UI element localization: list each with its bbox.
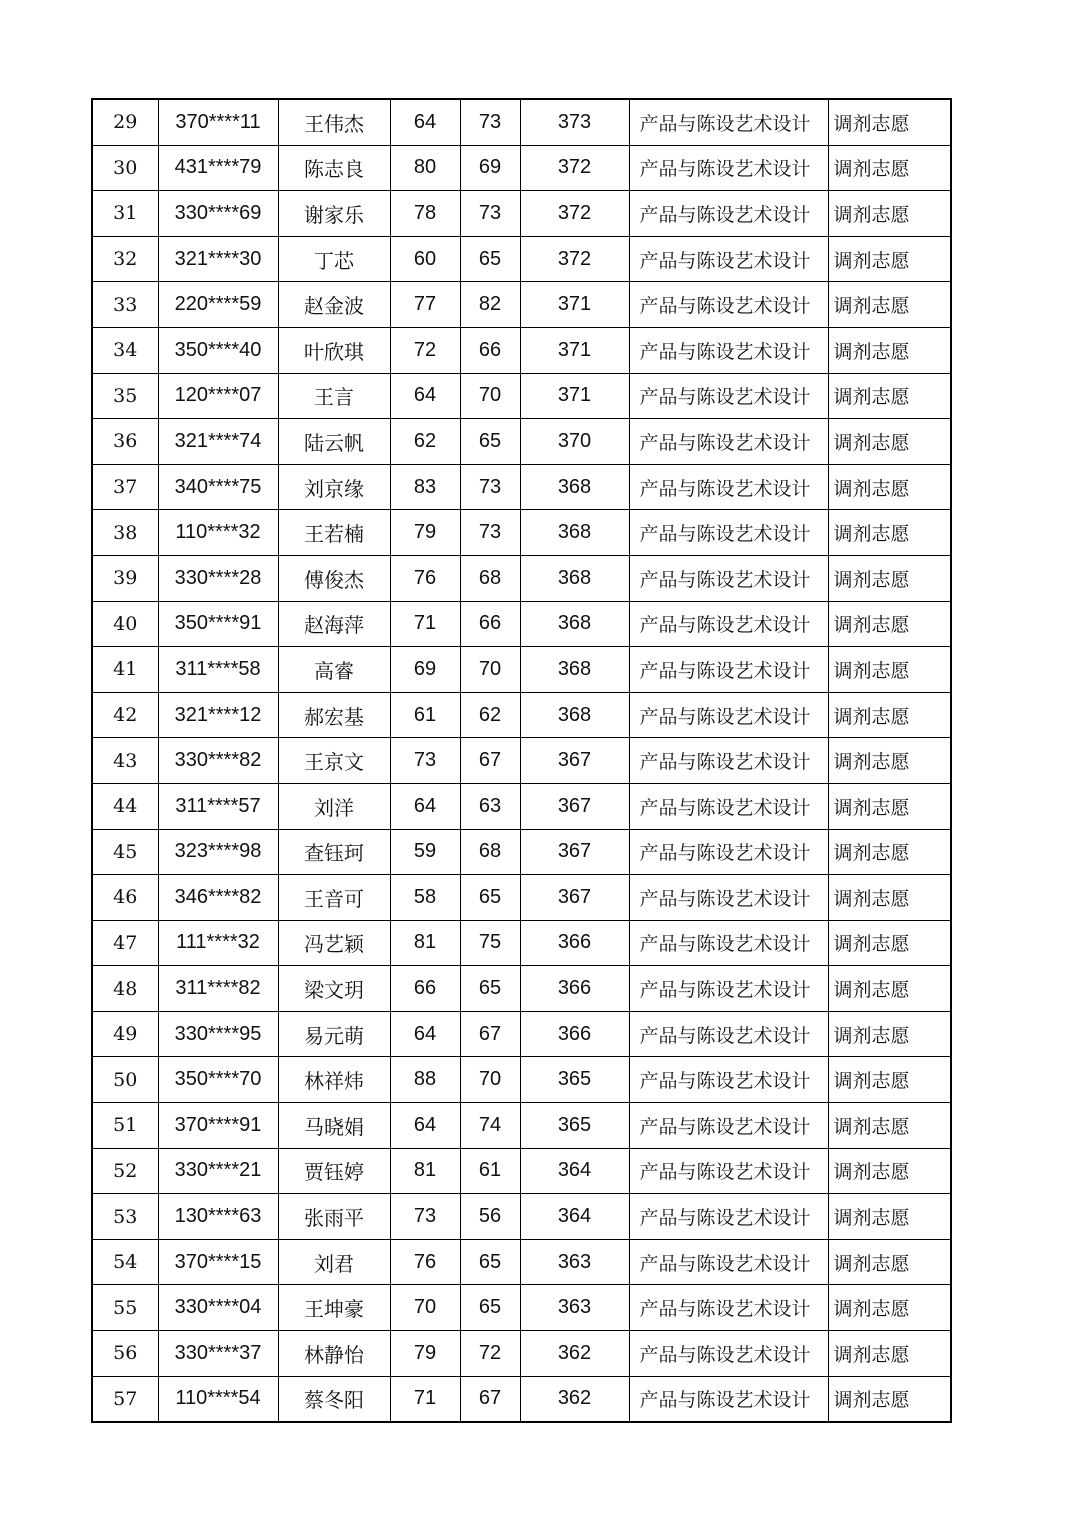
- score-2-cell: 65: [460, 419, 520, 465]
- candidate-id-cell: 330****69: [158, 191, 278, 237]
- table-row: [92, 1239, 951, 1285]
- score-1-cell: 78: [390, 191, 460, 237]
- major-cell: 产品与陈设艺术设计: [629, 1376, 828, 1422]
- score-1-cell: 81: [390, 920, 460, 966]
- volunteer-type-cell: 调剂志愿: [828, 327, 951, 373]
- candidate-id-cell: 323****98: [158, 829, 278, 875]
- volunteer-type-cell: 调剂志愿: [828, 692, 951, 738]
- candidate-id-cell: 311****82: [158, 966, 278, 1012]
- volunteer-type-cell: 调剂志愿: [828, 191, 951, 237]
- table-row: [92, 738, 951, 784]
- major-cell: 产品与陈设艺术设计: [629, 1194, 828, 1240]
- volunteer-type-cell: 调剂志愿: [828, 1011, 951, 1057]
- total-score-cell: 373: [520, 99, 629, 145]
- candidate-id-cell: 370****91: [158, 1103, 278, 1149]
- candidate-name-cell: 傅俊杰: [278, 555, 390, 601]
- candidate-id-cell: 340****75: [158, 464, 278, 510]
- score-table: [91, 98, 952, 1423]
- candidate-id-cell: 321****30: [158, 236, 278, 282]
- candidate-name-cell: 林祥炜: [278, 1057, 390, 1103]
- score-2-cell: 66: [460, 601, 520, 647]
- row-number-cell: 45: [92, 829, 158, 875]
- score-2-cell: 56: [460, 1194, 520, 1240]
- table-body: [92, 99, 951, 1422]
- candidate-name-cell: 刘洋: [278, 783, 390, 829]
- total-score-cell: 367: [520, 783, 629, 829]
- major-cell: 产品与陈设艺术设计: [629, 464, 828, 510]
- score-2-cell: 65: [460, 1285, 520, 1331]
- score-2-cell: 67: [460, 738, 520, 784]
- score-1-cell: 73: [390, 1194, 460, 1240]
- candidate-id-cell: 370****15: [158, 1239, 278, 1285]
- total-score-cell: 370: [520, 419, 629, 465]
- score-2-cell: 68: [460, 555, 520, 601]
- row-number-cell: 47: [92, 920, 158, 966]
- volunteer-type-cell: 调剂志愿: [828, 236, 951, 282]
- score-2-cell: 70: [460, 1057, 520, 1103]
- total-score-cell: 366: [520, 920, 629, 966]
- volunteer-type-cell: 调剂志愿: [828, 738, 951, 784]
- table-row: [92, 327, 951, 373]
- score-2-cell: 74: [460, 1103, 520, 1149]
- table-row: [92, 829, 951, 875]
- candidate-name-cell: 林静怡: [278, 1331, 390, 1377]
- major-cell: 产品与陈设艺术设计: [629, 1057, 828, 1103]
- candidate-name-cell: 王京文: [278, 738, 390, 784]
- candidate-id-cell: 350****70: [158, 1057, 278, 1103]
- candidate-name-cell: 王坤豪: [278, 1285, 390, 1331]
- table-row: [92, 191, 951, 237]
- volunteer-type-cell: 调剂志愿: [828, 419, 951, 465]
- table-row: [92, 464, 951, 510]
- score-1-cell: 61: [390, 692, 460, 738]
- volunteer-type-cell: 调剂志愿: [828, 601, 951, 647]
- score-1-cell: 64: [390, 783, 460, 829]
- table-row: [92, 1285, 951, 1331]
- score-1-cell: 62: [390, 419, 460, 465]
- table-row: [92, 1331, 951, 1377]
- major-cell: 产品与陈设艺术设计: [629, 419, 828, 465]
- score-1-cell: 77: [390, 282, 460, 328]
- candidate-name-cell: 张雨平: [278, 1194, 390, 1240]
- major-cell: 产品与陈设艺术设计: [629, 1103, 828, 1149]
- row-number-cell: 57: [92, 1376, 158, 1422]
- row-number-cell: 36: [92, 419, 158, 465]
- score-1-cell: 64: [390, 1011, 460, 1057]
- volunteer-type-cell: 调剂志愿: [828, 829, 951, 875]
- total-score-cell: 368: [520, 555, 629, 601]
- score-1-cell: 70: [390, 1285, 460, 1331]
- total-score-cell: 368: [520, 601, 629, 647]
- row-number-cell: 50: [92, 1057, 158, 1103]
- score-2-cell: 73: [460, 191, 520, 237]
- major-cell: 产品与陈设艺术设计: [629, 692, 828, 738]
- candidate-id-cell: 350****40: [158, 327, 278, 373]
- row-number-cell: 56: [92, 1331, 158, 1377]
- row-number-cell: 39: [92, 555, 158, 601]
- candidate-id-cell: 311****58: [158, 647, 278, 693]
- volunteer-type-cell: 调剂志愿: [828, 464, 951, 510]
- row-number-cell: 33: [92, 282, 158, 328]
- total-score-cell: 368: [520, 510, 629, 556]
- row-number-cell: 52: [92, 1148, 158, 1194]
- candidate-name-cell: 高睿: [278, 647, 390, 693]
- major-cell: 产品与陈设艺术设计: [629, 373, 828, 419]
- major-cell: 产品与陈设艺术设计: [629, 510, 828, 556]
- candidate-name-cell: 丁芯: [278, 236, 390, 282]
- candidate-name-cell: 梁文玥: [278, 966, 390, 1012]
- score-2-cell: 67: [460, 1011, 520, 1057]
- table-row: [92, 555, 951, 601]
- candidate-name-cell: 王言: [278, 373, 390, 419]
- candidate-name-cell: 陆云帆: [278, 419, 390, 465]
- total-score-cell: 363: [520, 1285, 629, 1331]
- major-cell: 产品与陈设艺术设计: [629, 555, 828, 601]
- candidate-id-cell: 111****32: [158, 920, 278, 966]
- row-number-cell: 40: [92, 601, 158, 647]
- score-1-cell: 59: [390, 829, 460, 875]
- major-cell: 产品与陈设艺术设计: [629, 236, 828, 282]
- table-row: [92, 1057, 951, 1103]
- table-row: [92, 692, 951, 738]
- row-number-cell: 49: [92, 1011, 158, 1057]
- candidate-name-cell: 冯艺颖: [278, 920, 390, 966]
- candidate-name-cell: 王若楠: [278, 510, 390, 556]
- table-row: [92, 783, 951, 829]
- table-row: [92, 1194, 951, 1240]
- total-score-cell: 371: [520, 282, 629, 328]
- score-2-cell: 62: [460, 692, 520, 738]
- major-cell: 产品与陈设艺术设计: [629, 783, 828, 829]
- volunteer-type-cell: 调剂志愿: [828, 783, 951, 829]
- table-row: [92, 647, 951, 693]
- total-score-cell: 364: [520, 1148, 629, 1194]
- table-row: [92, 99, 951, 145]
- score-1-cell: 64: [390, 99, 460, 145]
- table-row: [92, 920, 951, 966]
- score-2-cell: 82: [460, 282, 520, 328]
- score-1-cell: 88: [390, 1057, 460, 1103]
- score-1-cell: 73: [390, 738, 460, 784]
- total-score-cell: 371: [520, 327, 629, 373]
- major-cell: 产品与陈设艺术设计: [629, 875, 828, 921]
- score-2-cell: 69: [460, 145, 520, 191]
- score-2-cell: 73: [460, 464, 520, 510]
- major-cell: 产品与陈设艺术设计: [629, 1285, 828, 1331]
- score-2-cell: 73: [460, 99, 520, 145]
- score-1-cell: 81: [390, 1148, 460, 1194]
- candidate-name-cell: 陈志良: [278, 145, 390, 191]
- candidate-name-cell: 王音可: [278, 875, 390, 921]
- major-cell: 产品与陈设艺术设计: [629, 829, 828, 875]
- score-1-cell: 83: [390, 464, 460, 510]
- table-row: [92, 1376, 951, 1422]
- volunteer-type-cell: 调剂志愿: [828, 875, 951, 921]
- table-row: [92, 145, 951, 191]
- volunteer-type-cell: 调剂志愿: [828, 647, 951, 693]
- table-row: [92, 373, 951, 419]
- total-score-cell: 372: [520, 236, 629, 282]
- major-cell: 产品与陈设艺术设计: [629, 282, 828, 328]
- candidate-name-cell: 易元萌: [278, 1011, 390, 1057]
- row-number-cell: 44: [92, 783, 158, 829]
- total-score-cell: 362: [520, 1331, 629, 1377]
- total-score-cell: 372: [520, 145, 629, 191]
- row-number-cell: 30: [92, 145, 158, 191]
- score-1-cell: 79: [390, 1331, 460, 1377]
- table-row: [92, 1148, 951, 1194]
- table-row: [92, 966, 951, 1012]
- candidate-id-cell: 110****32: [158, 510, 278, 556]
- score-1-cell: 64: [390, 373, 460, 419]
- score-2-cell: 65: [460, 875, 520, 921]
- candidate-id-cell: 321****12: [158, 692, 278, 738]
- candidate-name-cell: 刘君: [278, 1239, 390, 1285]
- candidate-id-cell: 346****82: [158, 875, 278, 921]
- candidate-name-cell: 赵金波: [278, 282, 390, 328]
- candidate-id-cell: 350****91: [158, 601, 278, 647]
- score-1-cell: 66: [390, 966, 460, 1012]
- table-row: [92, 236, 951, 282]
- volunteer-type-cell: 调剂志愿: [828, 1194, 951, 1240]
- score-1-cell: 72: [390, 327, 460, 373]
- volunteer-type-cell: 调剂志愿: [828, 1376, 951, 1422]
- volunteer-type-cell: 调剂志愿: [828, 966, 951, 1012]
- major-cell: 产品与陈设艺术设计: [629, 1011, 828, 1057]
- candidate-id-cell: 330****37: [158, 1331, 278, 1377]
- candidate-id-cell: 321****74: [158, 419, 278, 465]
- candidate-id-cell: 330****28: [158, 555, 278, 601]
- major-cell: 产品与陈设艺术设计: [629, 920, 828, 966]
- major-cell: 产品与陈设艺术设计: [629, 966, 828, 1012]
- candidate-name-cell: 查钰珂: [278, 829, 390, 875]
- score-2-cell: 73: [460, 510, 520, 556]
- score-1-cell: 60: [390, 236, 460, 282]
- table-row: [92, 419, 951, 465]
- score-2-cell: 70: [460, 647, 520, 693]
- candidate-id-cell: 330****21: [158, 1148, 278, 1194]
- total-score-cell: 372: [520, 191, 629, 237]
- row-number-cell: 38: [92, 510, 158, 556]
- total-score-cell: 366: [520, 966, 629, 1012]
- row-number-cell: 32: [92, 236, 158, 282]
- row-number-cell: 29: [92, 99, 158, 145]
- row-number-cell: 48: [92, 966, 158, 1012]
- major-cell: 产品与陈设艺术设计: [629, 99, 828, 145]
- candidate-id-cell: 330****95: [158, 1011, 278, 1057]
- row-number-cell: 55: [92, 1285, 158, 1331]
- major-cell: 产品与陈设艺术设计: [629, 191, 828, 237]
- row-number-cell: 46: [92, 875, 158, 921]
- major-cell: 产品与陈设艺术设计: [629, 327, 828, 373]
- table-row: [92, 1011, 951, 1057]
- major-cell: 产品与陈设艺术设计: [629, 647, 828, 693]
- score-2-cell: 75: [460, 920, 520, 966]
- score-2-cell: 65: [460, 966, 520, 1012]
- row-number-cell: 54: [92, 1239, 158, 1285]
- score-1-cell: 69: [390, 647, 460, 693]
- score-2-cell: 68: [460, 829, 520, 875]
- volunteer-type-cell: 调剂志愿: [828, 1103, 951, 1149]
- total-score-cell: 365: [520, 1057, 629, 1103]
- volunteer-type-cell: 调剂志愿: [828, 1057, 951, 1103]
- volunteer-type-cell: 调剂志愿: [828, 1148, 951, 1194]
- row-number-cell: 51: [92, 1103, 158, 1149]
- score-1-cell: 58: [390, 875, 460, 921]
- volunteer-type-cell: 调剂志愿: [828, 282, 951, 328]
- candidate-name-cell: 谢家乐: [278, 191, 390, 237]
- candidate-name-cell: 马晓娟: [278, 1103, 390, 1149]
- row-number-cell: 34: [92, 327, 158, 373]
- volunteer-type-cell: 调剂志愿: [828, 920, 951, 966]
- candidate-id-cell: 311****57: [158, 783, 278, 829]
- candidate-id-cell: 130****63: [158, 1194, 278, 1240]
- total-score-cell: 368: [520, 692, 629, 738]
- score-2-cell: 65: [460, 1239, 520, 1285]
- volunteer-type-cell: 调剂志愿: [828, 373, 951, 419]
- volunteer-type-cell: 调剂志愿: [828, 1285, 951, 1331]
- candidate-id-cell: 330****04: [158, 1285, 278, 1331]
- major-cell: 产品与陈设艺术设计: [629, 1331, 828, 1377]
- total-score-cell: 365: [520, 1103, 629, 1149]
- candidate-id-cell: 220****59: [158, 282, 278, 328]
- candidate-id-cell: 431****79: [158, 145, 278, 191]
- score-1-cell: 71: [390, 601, 460, 647]
- candidate-name-cell: 刘京缘: [278, 464, 390, 510]
- score-2-cell: 61: [460, 1148, 520, 1194]
- score-2-cell: 72: [460, 1331, 520, 1377]
- candidate-id-cell: 370****11: [158, 99, 278, 145]
- score-2-cell: 63: [460, 783, 520, 829]
- score-2-cell: 67: [460, 1376, 520, 1422]
- candidate-name-cell: 贾钰婷: [278, 1148, 390, 1194]
- major-cell: 产品与陈设艺术设计: [629, 1148, 828, 1194]
- major-cell: 产品与陈设艺术设计: [629, 1239, 828, 1285]
- volunteer-type-cell: 调剂志愿: [828, 1239, 951, 1285]
- total-score-cell: 367: [520, 738, 629, 784]
- volunteer-type-cell: 调剂志愿: [828, 145, 951, 191]
- score-1-cell: 64: [390, 1103, 460, 1149]
- major-cell: 产品与陈设艺术设计: [629, 145, 828, 191]
- candidate-id-cell: 120****07: [158, 373, 278, 419]
- total-score-cell: 371: [520, 373, 629, 419]
- candidate-id-cell: 330****82: [158, 738, 278, 784]
- table-row: [92, 875, 951, 921]
- volunteer-type-cell: 调剂志愿: [828, 1331, 951, 1377]
- row-number-cell: 53: [92, 1194, 158, 1240]
- row-number-cell: 42: [92, 692, 158, 738]
- major-cell: 产品与陈设艺术设计: [629, 738, 828, 784]
- total-score-cell: 362: [520, 1376, 629, 1422]
- candidate-name-cell: 叶欣琪: [278, 327, 390, 373]
- score-2-cell: 65: [460, 236, 520, 282]
- score-1-cell: 79: [390, 510, 460, 556]
- total-score-cell: 366: [520, 1011, 629, 1057]
- candidate-name-cell: 赵海萍: [278, 601, 390, 647]
- candidate-name-cell: 王伟杰: [278, 99, 390, 145]
- score-1-cell: 71: [390, 1376, 460, 1422]
- total-score-cell: 364: [520, 1194, 629, 1240]
- row-number-cell: 41: [92, 647, 158, 693]
- volunteer-type-cell: 调剂志愿: [828, 555, 951, 601]
- volunteer-type-cell: 调剂志愿: [828, 510, 951, 556]
- score-2-cell: 66: [460, 327, 520, 373]
- total-score-cell: 363: [520, 1239, 629, 1285]
- table-row: [92, 510, 951, 556]
- volunteer-type-cell: 调剂志愿: [828, 99, 951, 145]
- score-1-cell: 76: [390, 1239, 460, 1285]
- table-row: [92, 282, 951, 328]
- total-score-cell: 368: [520, 647, 629, 693]
- candidate-name-cell: 蔡冬阳: [278, 1376, 390, 1422]
- row-number-cell: 31: [92, 191, 158, 237]
- score-2-cell: 70: [460, 373, 520, 419]
- row-number-cell: 35: [92, 373, 158, 419]
- total-score-cell: 368: [520, 464, 629, 510]
- candidate-name-cell: 郝宏基: [278, 692, 390, 738]
- table-row: [92, 1103, 951, 1149]
- row-number-cell: 43: [92, 738, 158, 784]
- row-number-cell: 37: [92, 464, 158, 510]
- total-score-cell: 367: [520, 875, 629, 921]
- score-1-cell: 76: [390, 555, 460, 601]
- score-1-cell: 80: [390, 145, 460, 191]
- total-score-cell: 367: [520, 829, 629, 875]
- candidate-id-cell: 110****54: [158, 1376, 278, 1422]
- table-row: [92, 601, 951, 647]
- major-cell: 产品与陈设艺术设计: [629, 601, 828, 647]
